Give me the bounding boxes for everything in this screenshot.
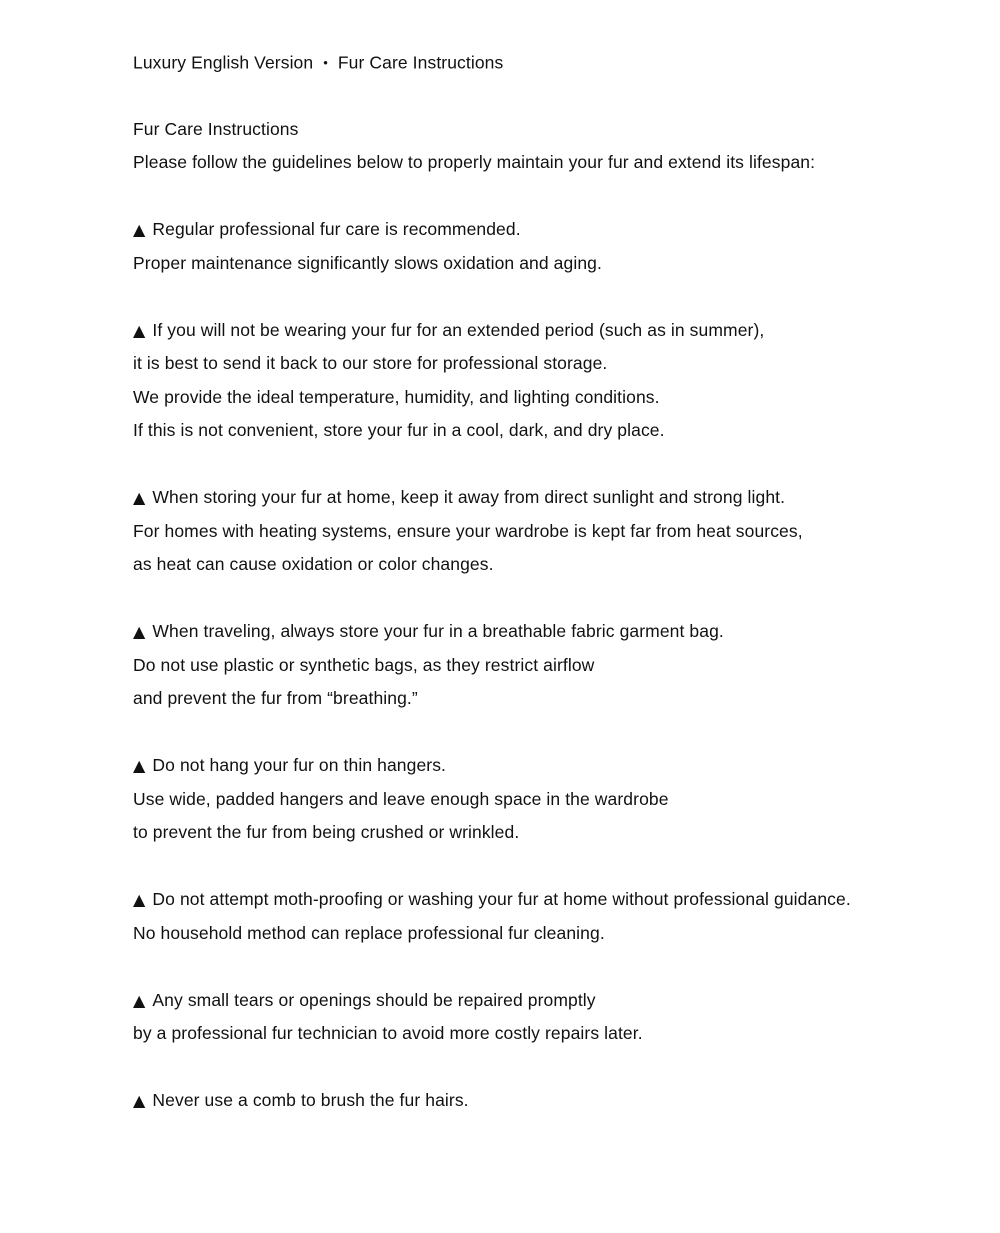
instruction-heading-text: When storing your fur at home, keep it away from direct sunlight and strong light. [152, 487, 786, 508]
instruction-line: Do not use plastic or synthetic bags, as they restrict airflow [133, 654, 595, 675]
instruction-heading [133, 314, 960, 348]
instruction-heading [133, 883, 960, 917]
triangle-bullet-icon: ▲ [133, 622, 146, 642]
bullet-separator-icon: • [323, 55, 328, 70]
instruction-line: to prevent the fur from being crushed or wrinkled. [133, 822, 520, 843]
instruction-line: by a professional fur technician to avoid more costly repairs later. [133, 1023, 643, 1044]
instruction-line: Proper maintenance significantly slows oxidation and aging. [133, 252, 602, 273]
instruction-heading-text: Do not hang your fur on thin hangers. [152, 755, 447, 776]
care-instruction-storage-offseason [133, 314, 960, 448]
triangle-bullet-icon: ▲ [133, 488, 146, 508]
instruction-heading-text: If you will not be wearing your fur for an extended period (such as in summer), [152, 319, 765, 340]
triangle-bullet-icon: ▲ [133, 990, 146, 1010]
instruction-heading [133, 213, 960, 247]
care-instruction-no-home-cleaning [133, 883, 960, 950]
instruction-heading [133, 615, 960, 649]
header-version-label: Luxury English Version [133, 52, 314, 73]
instruction-heading-text: Do not attempt moth-proofing or washing your fur at home without professional guidance. [152, 889, 851, 910]
instruction-heading-text: Never use a comb to brush the fur hairs. [152, 1090, 469, 1111]
triangle-bullet-icon: ▲ [133, 756, 146, 776]
triangle-bullet-icon: ▲ [133, 220, 146, 240]
instruction-heading-text: Regular professional fur care is recommended. [152, 219, 521, 240]
instruction-heading-text: Any small tears or openings should be repaired promptly [152, 989, 596, 1010]
care-instruction-repairs [133, 984, 960, 1051]
instruction-line: Use wide, padded hangers and leave enough space in the wardrobe [133, 788, 669, 809]
intro-subtitle: Please follow the guidelines below to properly maintain your fur and extend its lifespan: [133, 152, 816, 173]
triangle-bullet-icon: ▲ [133, 890, 146, 910]
instruction-line: For homes with heating systems, ensure your wardrobe is kept far from heat sources, [133, 520, 803, 541]
instruction-line: as heat can cause oxidation or color changes. [133, 554, 494, 575]
instruction-line: No household method can replace professional fur cleaning. [133, 922, 605, 943]
instruction-line: If this is not convenient, store your fur in a cool, dark, and dry place. [133, 420, 665, 441]
page-title: Fur Care Instructions [133, 118, 299, 139]
care-instruction-no-comb [133, 1084, 960, 1118]
triangle-bullet-icon: ▲ [133, 320, 146, 340]
instruction-heading-text: When traveling, always store your fur in a breathable fabric garment bag. [152, 621, 724, 642]
header-title-label: Fur Care Instructions [337, 52, 504, 73]
triangle-bullet-icon: ▲ [133, 1091, 146, 1111]
instruction-line: and prevent the fur from “breathing.” [133, 688, 418, 709]
instruction-heading [133, 749, 960, 783]
document-header [133, 46, 960, 80]
intro-block [133, 113, 960, 180]
instruction-heading [133, 1084, 960, 1118]
instruction-line: it is best to send it back to our store for professional storage. [133, 353, 608, 374]
care-instruction-home-storage [133, 481, 960, 582]
care-instruction-traveling [133, 615, 960, 716]
instruction-line: We provide the ideal temperature, humidity, and lighting conditions. [133, 386, 660, 407]
instruction-heading [133, 481, 960, 515]
care-instruction-hangers [133, 749, 960, 850]
instruction-heading [133, 984, 960, 1018]
care-instruction-regular-care [133, 213, 960, 280]
